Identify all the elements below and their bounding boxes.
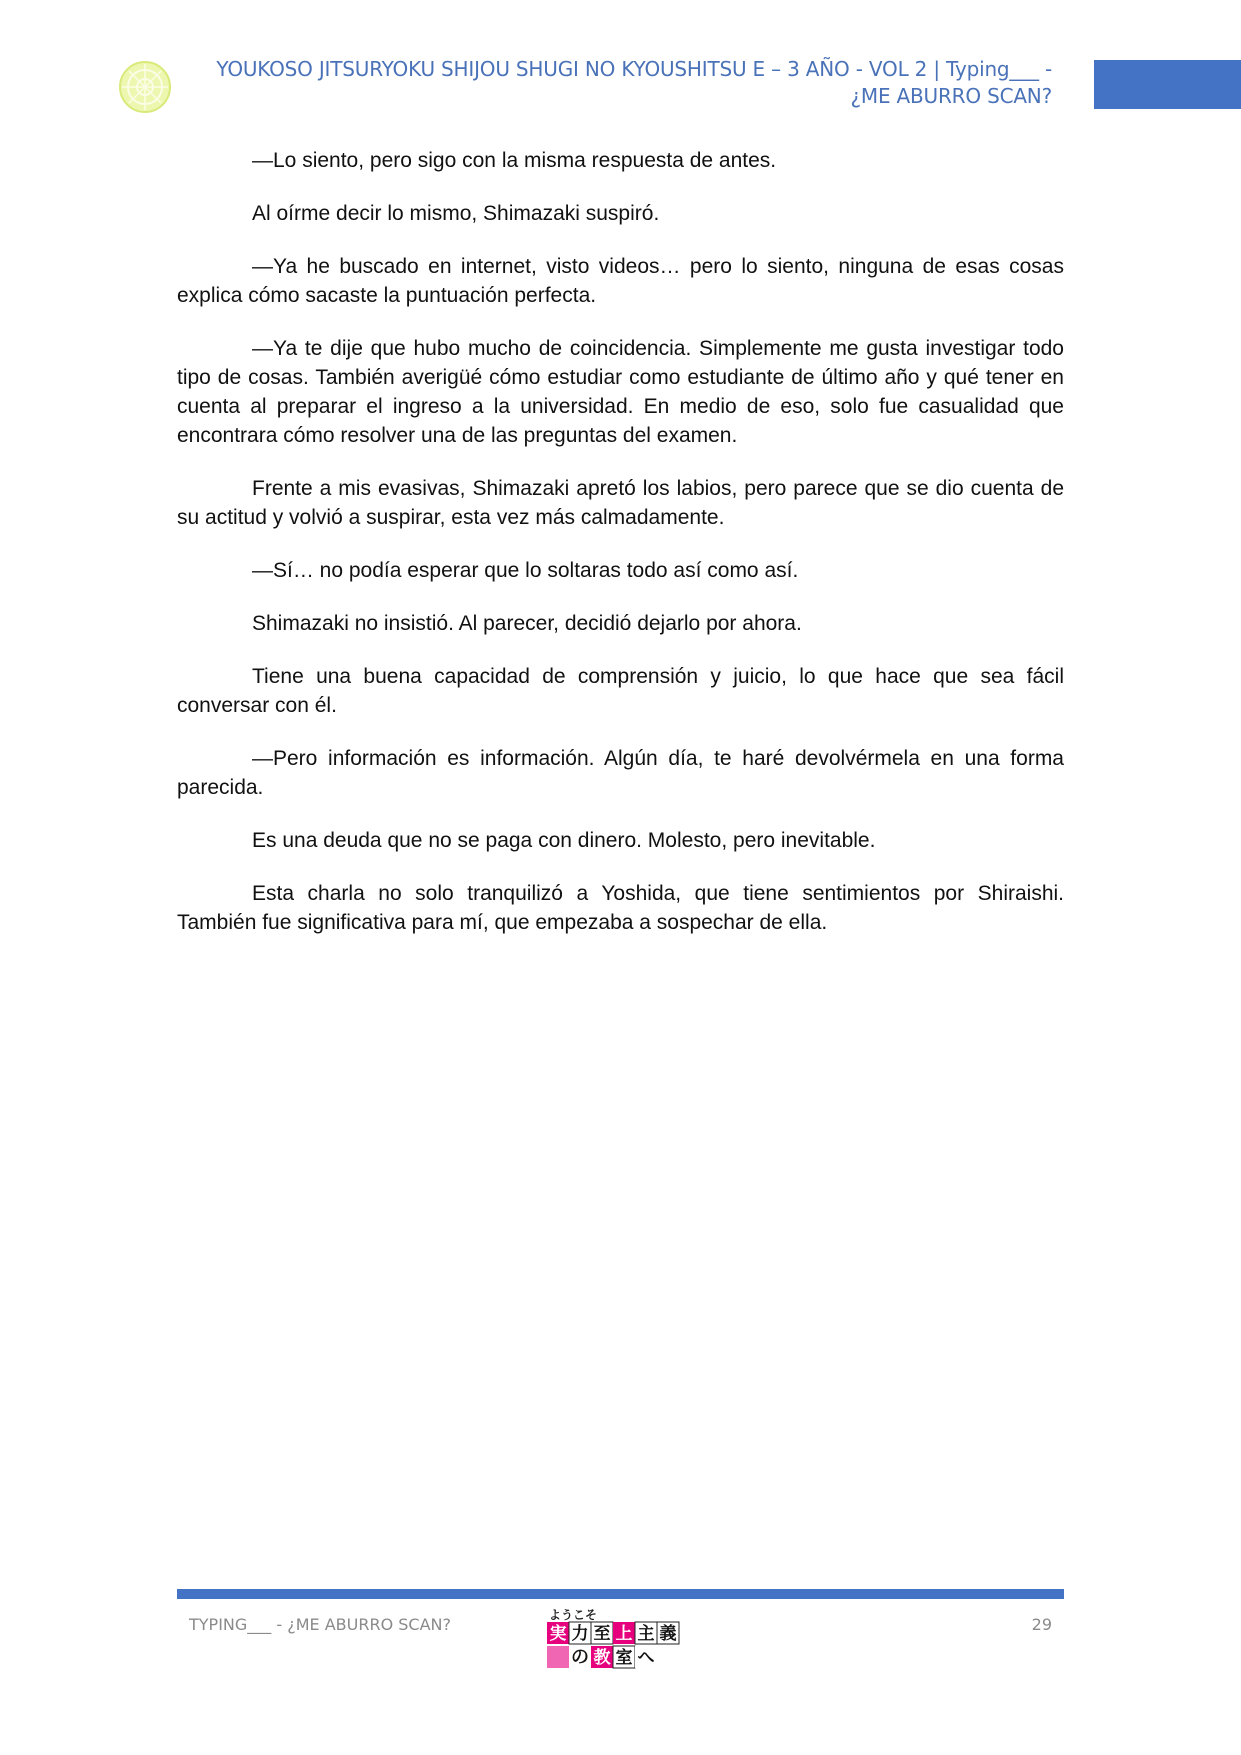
header-title: YOUKOSO JITSURYOKU SHIJOU SHUGI NO KYOUSHITSU E – 3 AÑO - VOL 2 | Typing___ - ¿ME ABURRO SCAN? [216, 57, 1052, 108]
svg-text:へ: へ [637, 1648, 655, 1668]
paragraph: —Sí… no podía esperar que lo soltaras todo así como así. [252, 559, 799, 582]
paragraph: —Ya te dije que hubo mucho de coincidencia. Simplemente me gusta investigar todo tipo de cosas. También averigüé cómo estudiar como estudiante de último año y qué tener en cuenta al preparar el ingreso a la universidad. En medio de eso, solo fue casualidad que encontrara cómo resolver una de las preguntas del examen. [177, 337, 1064, 447]
svg-text:力: 力 [571, 1624, 589, 1644]
paragraph: Esta charla no solo tranquilizó a Yoshida, que tiene sentimientos por Shiraishi. También fue significativa para mí, que empezaba a sospechar de ella. [177, 882, 1064, 934]
svg-text:上: 上 [615, 1624, 633, 1644]
svg-text:義: 義 [659, 1624, 677, 1644]
svg-text:教: 教 [593, 1648, 611, 1668]
logo-kana: ようこそ [549, 1608, 598, 1622]
circle-emblem-icon [118, 60, 172, 114]
paragraph: —Ya he buscado en internet, visto videos… pero lo siento, ninguna de esas cosas explica cómo sacaste la puntuación perfecta. [177, 255, 1064, 307]
svg-text:主: 主 [637, 1624, 655, 1644]
header-accent-bar [1094, 60, 1241, 109]
footer-text: TYPING___ - ¿ME ABURRO SCAN? [189, 1615, 451, 1634]
paragraph: Frente a mis evasivas, Shimazaki apretó los labios, pero parece que se dio cuenta de su actitud y volvió a suspirar, esta vez más calmadamente. [177, 477, 1064, 529]
paragraph: Es una deuda que no se paga con dinero. Molesto, pero inevitable. [252, 829, 876, 852]
paragraph: Shimazaki no insistió. Al parecer, decidió dejarlo por ahora. [252, 612, 802, 635]
paragraph: —Pero información es información. Algún día, te haré devolvérmela en una forma parecida. [177, 747, 1064, 799]
footer-rule [177, 1589, 1064, 1599]
paragraph: Tiene una buena capacidad de comprensión y juicio, lo que hace que sea fácil conversar con él. [177, 665, 1064, 717]
chapter-text [177, 146, 1064, 961]
page-number: 29 [1031, 1615, 1052, 1634]
svg-text:至: 至 [593, 1624, 611, 1644]
svg-text:室: 室 [615, 1648, 633, 1668]
paragraph: —Lo siento, pero sigo con la misma respuesta de antes. [252, 149, 777, 172]
svg-text:の: の [571, 1647, 589, 1668]
svg-text:実: 実 [549, 1624, 567, 1644]
series-logo [545, 1606, 695, 1676]
paragraph: Al oírme decir lo mismo, Shimazaki suspiró. [252, 202, 660, 225]
